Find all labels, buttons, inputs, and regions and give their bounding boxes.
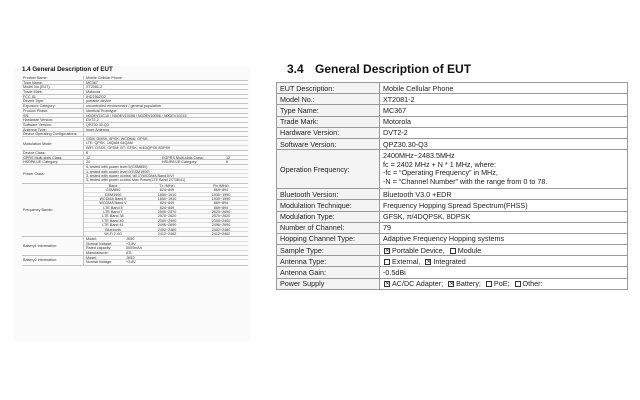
hsupa-key: HSUPA UE Category: <box>162 160 198 165</box>
power-class-line: 1, tested with power level 0(GSM1900) <box>84 170 248 174</box>
eut-row-value: Bluetooth V3.0 +EDR <box>383 189 452 199</box>
eut-row-value: QPZ30.30-Q3 <box>383 139 428 149</box>
eut-row-value: 79 <box>383 223 391 233</box>
battery1-row <box>84 251 248 255</box>
left-document-page <box>14 66 250 342</box>
gprs-key: GPRS Multi-slots Class: <box>22 156 84 160</box>
eut-table-row <box>277 245 628 256</box>
battery2-field-key: Normal Voltage: <box>86 260 113 265</box>
band-cell: LTE Band 41 <box>102 223 124 228</box>
device-class-value: B <box>86 151 89 155</box>
eut-row-key: Hardware Version: <box>277 127 380 138</box>
unchecked-checkbox[interactable] <box>515 281 521 287</box>
tx-cell: 2570~2620 <box>157 214 177 219</box>
eut-table-row <box>277 233 628 244</box>
operation-frequency-line: -N = “Channel Number” with the range from 0 to 78. <box>383 176 548 186</box>
battery1-field-value: JK50 <box>126 237 135 242</box>
left-row-key: FCC ID: <box>22 95 84 99</box>
tx-header: Tx (MHz) <box>159 183 175 188</box>
tx-cell: 2402~2480 <box>157 227 177 232</box>
rx-cell: 869~894 <box>213 188 229 193</box>
eut-table-row <box>277 105 628 116</box>
section-number: 3.4 <box>287 62 304 76</box>
modulation-mode-line: WiFi: DSSS, OFDM; BT: GFSK, π/4DQPSK,8DPSK <box>86 145 171 150</box>
rx-cell: 2300~2400 <box>211 218 231 223</box>
left-row-key: Software Version: <box>22 123 84 127</box>
rx-cell: 869~894 <box>213 205 229 210</box>
eut-row-key: Number of Channel: <box>277 222 380 233</box>
band-cell: WCDMA Band II <box>99 196 127 201</box>
left-row-value: N0QEV11C10 / N0QEV10098 / N0QEV10096 / N0QEV10215 <box>86 113 187 118</box>
eut-row-value-cell <box>380 245 628 256</box>
antenna-gain-value: -0.5dBi <box>383 268 406 278</box>
eut-row-value: Motorola <box>383 117 411 127</box>
eut-row-value-cell <box>380 211 628 222</box>
eut-row-key: Antenna Gain: <box>277 267 380 278</box>
tx-cell: 824~849 <box>159 201 175 206</box>
left-eut-table <box>22 76 248 266</box>
eut-row-key: Antenna Type: <box>277 256 380 267</box>
section-heading <box>287 62 628 76</box>
tx-cell: 824~849 <box>159 188 175 193</box>
left-row-key: Model No.(EUT): <box>22 85 84 89</box>
section-title: General Description of EUT <box>315 62 472 76</box>
eut-row-value: Frequency Hopping Spread Spectrum(FHSS) <box>383 200 528 210</box>
checked-checkbox[interactable] <box>448 281 454 287</box>
band-cell: LTE Band 40 <box>102 218 124 223</box>
modulation-mode-line: GSM: GMSK, 8PSK; WCDMA: QPSK; <box>84 137 248 141</box>
battery2-field-value: JK50 <box>126 255 135 260</box>
frequency-bands-key: Frequency Bands: <box>22 184 84 237</box>
rx-cell: 1930~1990 <box>211 196 231 201</box>
battery1-field-key: Rated capacity: <box>86 246 112 251</box>
rx-header: Rx (MHz) <box>213 183 229 188</box>
band-cell: LTE Band 7 <box>103 210 123 215</box>
eut-row-value: MC367 <box>383 105 407 115</box>
battery1-field-value: +3.8V <box>126 241 136 246</box>
eut-table-row <box>277 138 628 149</box>
eut-table-row <box>277 189 628 200</box>
eut-row-value-cell <box>380 222 628 233</box>
power-class-block <box>22 165 248 184</box>
eut-row-key: Modulation Technique: <box>277 200 380 211</box>
battery2-key: Battery2 information: <box>22 256 84 265</box>
eut-row-key: Operation Frequency: <box>277 150 380 189</box>
battery1-field-value: ATL <box>126 250 133 255</box>
operation-frequency-line: -fc = “Operating Frequency” in MHz, <box>383 168 498 178</box>
tx-cell: 2412~2462 <box>157 232 177 237</box>
eut-row-key: EUT Description: <box>277 83 380 94</box>
left-row-key: Product Phase: <box>22 109 84 113</box>
eut-row-value-cell <box>380 278 628 289</box>
left-row-value: IHDT56ZO2 <box>86 94 106 99</box>
band-cell: GSM1900 <box>104 192 122 197</box>
eut-table-row <box>277 127 628 138</box>
checkbox-label: PoE; <box>493 279 510 289</box>
left-row-key: Type Name: <box>22 81 84 85</box>
left-section-title: 1.4 General Description of EUT <box>22 66 113 73</box>
battery1-field-key: Model: <box>86 237 98 242</box>
checkbox-label: Portable Device, <box>392 245 445 255</box>
eut-row-value: DVT2-2 <box>383 128 408 138</box>
left-row-value: portable device <box>86 99 112 104</box>
battery2-field-key: Model: <box>86 255 98 260</box>
eut-table-row <box>277 211 628 222</box>
rx-cell: 2412~2462 <box>211 232 231 237</box>
unchecked-checkbox[interactable] <box>450 248 456 254</box>
left-row-key: Product Name: <box>22 76 84 80</box>
eut-row-key: Sample Type: <box>277 245 380 256</box>
eut-row-value-cell <box>380 150 628 189</box>
eut-row-value-cell <box>380 127 628 138</box>
left-row-value: Mobile Cellular Phone <box>86 76 123 80</box>
eut-description-table <box>276 82 628 290</box>
eut-row-value: Adaptive Frequency Hopping systems <box>383 234 505 244</box>
eut-row-value: XT2081-2 <box>383 94 415 104</box>
power-class-key: Power Class: <box>22 165 84 183</box>
modulation-mode-line: LTE: QPSK, 16QAM 64QAM <box>84 141 248 145</box>
checkbox-label: Battery; <box>456 279 481 289</box>
tx-cell: 2300~2400 <box>157 218 177 223</box>
eut-row-key: Power Supply <box>277 278 380 289</box>
left-row-value: Motorola <box>86 90 101 94</box>
left-row-value: MC367 <box>86 80 98 85</box>
eut-table-row <box>277 278 628 289</box>
eut-row-value-cell <box>380 83 628 94</box>
band-cell: GSM850 <box>105 188 121 193</box>
rx-cell: 2570~2620 <box>211 214 231 219</box>
rx-cell: 2402~2480 <box>211 227 231 232</box>
eut-row-key: Model No.: <box>277 94 380 105</box>
eut-row-value: GFSK, π/4DQPSK, 8DPSK <box>383 212 471 222</box>
left-row-value: XT2081-2 <box>86 85 103 90</box>
eut-table-row <box>277 116 628 127</box>
battery1-field-value: 5000mAh <box>126 246 142 251</box>
band-cell: WCDMA Band V <box>99 201 127 206</box>
hsdpa-key: HSDPA UE Category: <box>22 160 84 164</box>
eut-row-value-cell <box>380 189 628 200</box>
checked-checkbox[interactable] <box>384 248 390 254</box>
left-row-key: Antenna Type: <box>22 128 84 132</box>
modulation-mode-key: Modulation Mode: <box>22 137 84 150</box>
frequency-band-row <box>84 232 248 236</box>
left-row-value: Identical Prototype <box>86 108 117 113</box>
right-document-page <box>276 62 628 290</box>
left-row-value: DVT2-2 <box>86 118 99 122</box>
gprs-value: 12 <box>86 155 91 160</box>
operation-frequency-line: fc = 2402 MHz + N * 1 MHz, where: <box>383 159 497 169</box>
eut-table-row <box>277 83 628 94</box>
battery1-field-key: Normal Voltage: <box>86 241 113 246</box>
eut-row-value-cell <box>380 94 628 105</box>
rx-cell: 1930~1990 <box>211 192 231 197</box>
eut-row-key: Hopping Channel Type: <box>277 233 380 244</box>
battery1-field-key: Manufacturer: <box>86 250 109 255</box>
power-class-line: 3, tested with power control “all 1”(WCDMA Band II/V) <box>84 174 248 178</box>
eut-row-key: Trade Mark: <box>277 116 380 127</box>
left-row-value <box>84 132 86 136</box>
checkbox-label: Module <box>457 245 482 255</box>
left-row-key: Device Operating Configurations: <box>22 132 84 136</box>
band-cell: LTE Band 38 <box>102 214 124 219</box>
eut-table-row <box>277 200 628 211</box>
left-row-key: Device Type: <box>22 99 84 103</box>
eut-row-value-cell <box>380 138 628 149</box>
hsupa-value: 6 <box>226 160 229 165</box>
eut-row-value: Mobile Cellular Phone <box>383 83 454 93</box>
eut-row-value-cell <box>380 116 628 127</box>
battery2-field-value: +3.8V <box>126 260 136 265</box>
tx-cell: 2496~2690 <box>157 223 177 228</box>
eut-row-key: Bluetooth Version: <box>277 189 380 200</box>
modulation-mode-block <box>22 137 248 151</box>
operation-frequency-line: 2400MHz~2483.5MHz <box>383 150 455 160</box>
eut-table-row <box>277 222 628 233</box>
egprs-value: 12 <box>226 155 231 160</box>
eut-row-value-cell <box>380 105 628 116</box>
unchecked-checkbox[interactable] <box>384 259 390 265</box>
rx-cell: 2496~2690 <box>211 223 231 228</box>
rx-cell: 869~894 <box>213 201 229 206</box>
tx-cell: 2500~2570 <box>157 210 177 215</box>
left-row-value: QPZ30.30-Q3 <box>86 122 109 127</box>
band-cell: Wi-Fi 2.4G <box>104 232 122 237</box>
device-class-key: Device Class: <box>22 151 84 155</box>
hsdpa-value: 24 <box>86 160 91 165</box>
left-row-key: Trade Mark: <box>22 90 84 94</box>
eut-row-key: Type Name: <box>277 105 380 116</box>
battery1-key: Battery1 information: <box>22 237 84 255</box>
eut-row-key: Modulation Type: <box>277 211 380 222</box>
checkbox-label: External, <box>392 256 421 266</box>
unchecked-checkbox[interactable] <box>486 281 492 287</box>
eut-table-row <box>277 256 628 267</box>
power-class-line: 3, tested with power control Max Power(LTE Band 2/7/38/41) <box>86 178 186 183</box>
power-class-line: 4, tested with power level 5(GSM850) <box>84 165 248 169</box>
tx-cell: 1850~1910 <box>157 196 177 201</box>
checkbox-label: AC/DC Adapter; <box>392 279 444 289</box>
eut-row-key: Software Version: <box>277 138 380 149</box>
checkbox-label: Integrated <box>433 256 466 266</box>
tx-cell: 1850~1910 <box>157 192 177 197</box>
checked-checkbox[interactable] <box>425 259 431 265</box>
battery2-row <box>84 260 248 264</box>
battery2-block <box>22 256 248 266</box>
band-header: Band <box>108 183 118 188</box>
band-cell: Bluetooth <box>105 227 121 232</box>
left-row-value: Inner Antenna <box>86 127 109 132</box>
band-cell: LTE Band 5 <box>103 205 123 210</box>
eut-table-row <box>277 267 628 278</box>
eut-table-row <box>277 150 628 189</box>
tx-cell: 824~849 <box>159 205 175 210</box>
left-row-value: uncontrolled environment / general population <box>86 104 161 108</box>
eut-row-value-cell <box>380 233 628 244</box>
battery1-block <box>22 237 248 256</box>
left-row-key: Exposure Category: <box>22 104 84 108</box>
checkbox-label: Other: <box>522 279 543 289</box>
egprs-key: EGPRS Multi-slots Class: <box>162 155 204 160</box>
eut-row-value-cell <box>380 256 628 267</box>
left-row-key: SN: <box>22 114 84 118</box>
left-row-key: Hardware Version: <box>22 118 84 122</box>
checked-checkbox[interactable] <box>384 281 390 287</box>
eut-row-value-cell <box>380 200 628 211</box>
eut-table-row <box>277 94 628 105</box>
eut-row-value-cell <box>380 267 628 278</box>
rx-cell: 2620~2690 <box>211 210 231 215</box>
